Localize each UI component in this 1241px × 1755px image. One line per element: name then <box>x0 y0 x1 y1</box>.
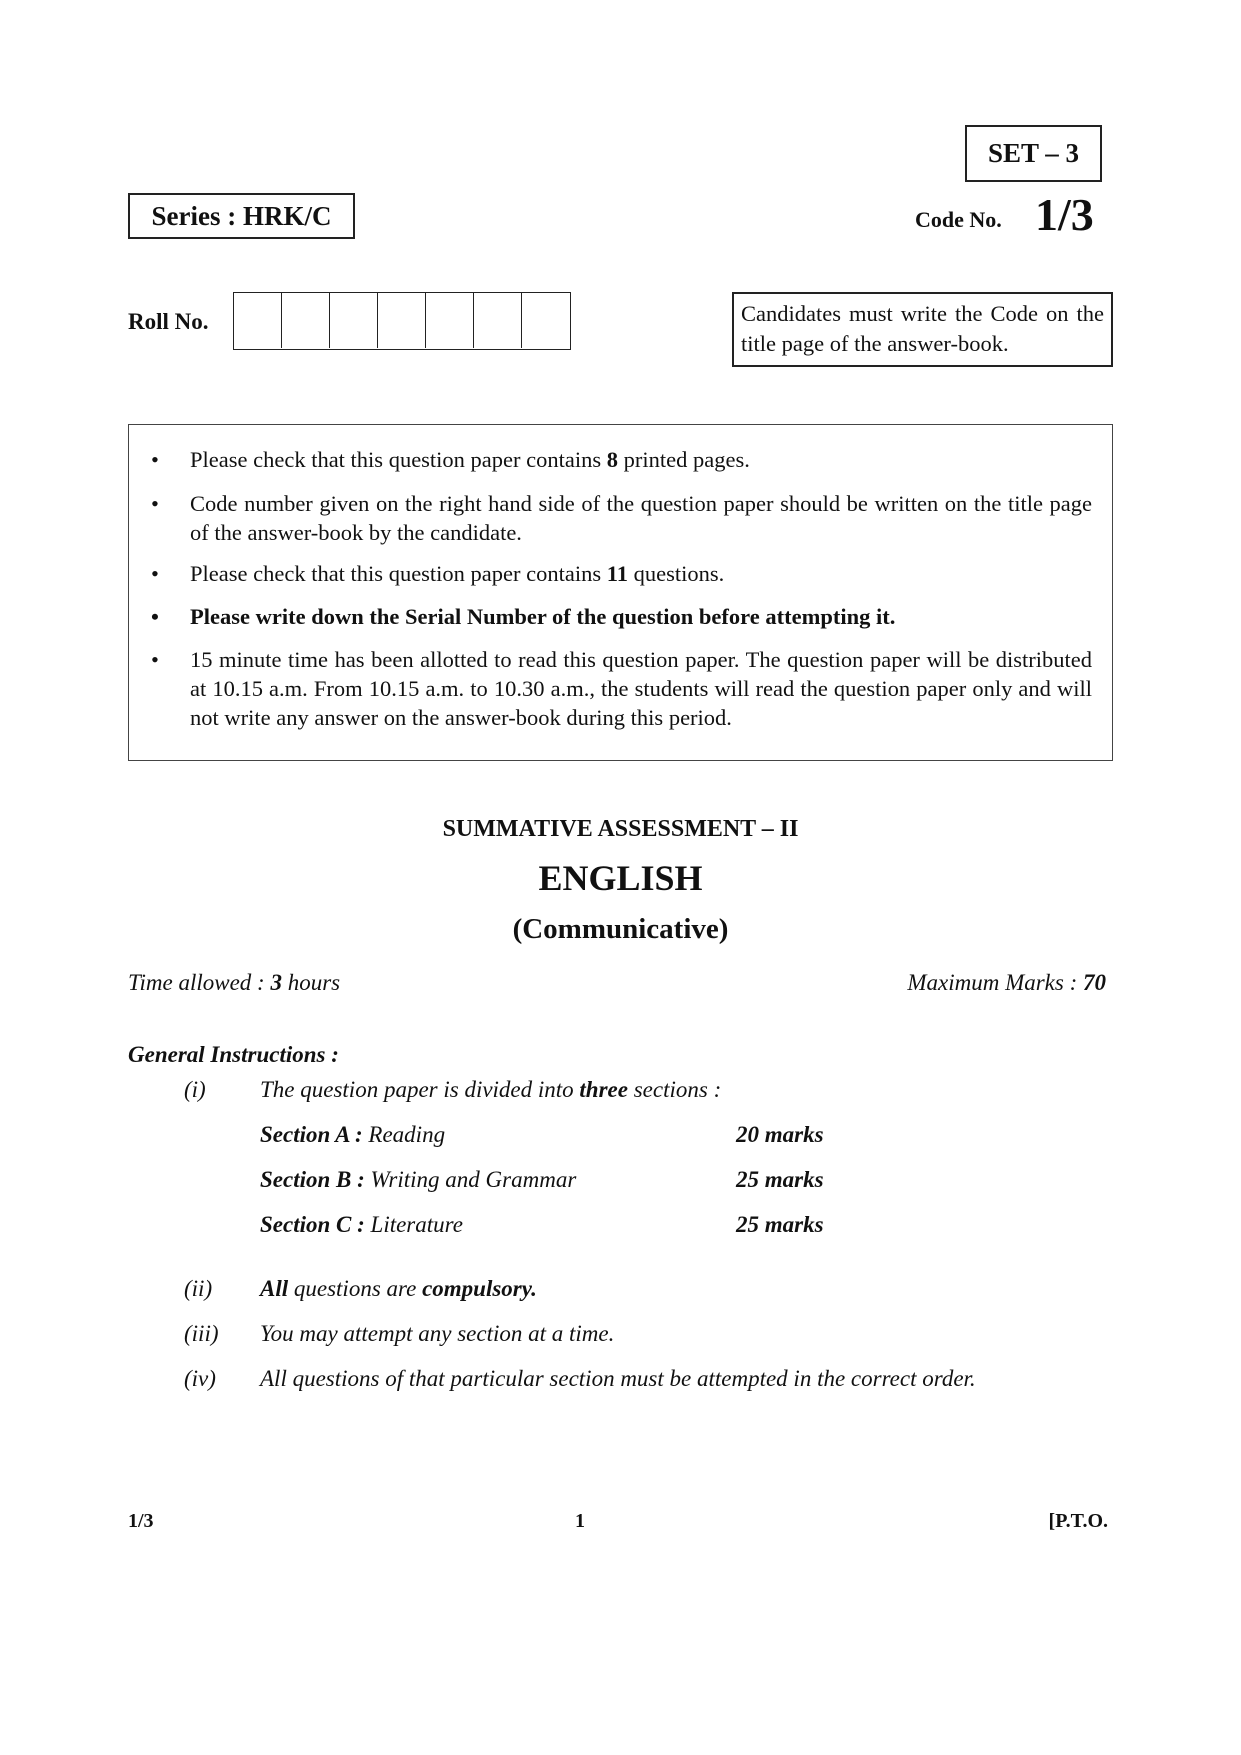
subject-title: ENGLISH <box>538 858 703 898</box>
instruction-text: The question paper is divided into three sections : <box>260 1077 722 1102</box>
roll-number-label: Roll No. <box>128 309 209 334</box>
section-c-marks: 25 marks <box>736 1212 824 1237</box>
section-b-label: Section B : Writing and Grammar <box>260 1167 577 1192</box>
section-a-label: Section A : Reading <box>260 1122 446 1147</box>
instruction-text: All questions of that particular section must be attempted in the correct order. <box>260 1366 976 1391</box>
maximum-marks: Maximum Marks : 70 <box>907 970 1106 995</box>
general-instructions-heading: General Instructions : <box>128 1042 339 1067</box>
please-turn-over: [P.T.O. <box>1048 1510 1108 1532</box>
roll-number-cell <box>234 293 282 348</box>
roll-number-cell <box>378 293 426 348</box>
time-allowed: Time allowed : 3 hours <box>128 970 341 995</box>
code-value: 1/3 <box>1035 189 1094 240</box>
instruction-text: You may attempt any section at a time. <box>260 1321 615 1346</box>
bullet-icon: • <box>151 491 159 516</box>
footer-code: 1/3 <box>128 1510 154 1532</box>
bullet-icon: • <box>151 647 159 672</box>
instructions-box <box>128 424 1113 761</box>
section-c-label: Section C : Literature <box>260 1212 463 1237</box>
bullet-icon: • <box>151 604 159 629</box>
instruction-text: All questions are compulsory. <box>260 1276 537 1301</box>
bullet-icon: • <box>151 561 159 586</box>
code-label: Code No. <box>915 207 1002 232</box>
instruction-number: (iv) <box>184 1366 216 1391</box>
instruction-item: 15 minute time has been allotted to read this question paper. The question paper will be distributed at 10.15 a.m. From 10.15 a.m. to 10.30 a.m., the students will read the question paper only and will not write any answer on the answer-book during this period. <box>190 647 1092 730</box>
candidates-note: Candidates must write the Code on the title page of the answer-book. <box>732 292 1113 367</box>
roll-number-cell <box>330 293 378 348</box>
roll-number-cell <box>282 293 330 348</box>
subject-subtitle: (Communicative) <box>512 913 729 945</box>
instruction-item: Please check that this question paper contains 11 questions. <box>190 561 725 586</box>
instruction-number: (i) <box>184 1077 206 1102</box>
instruction-number: (ii) <box>184 1276 213 1301</box>
instruction-item: Code number given on the right hand side of the question paper should be written on the title page of the answer-book by the candidate. <box>190 491 1092 545</box>
assessment-title: SUMMATIVE ASSESSMENT – II <box>442 816 799 842</box>
section-b-marks: 25 marks <box>736 1167 824 1192</box>
roll-number-cell <box>522 293 570 348</box>
bullet-icon: • <box>151 447 159 472</box>
page-number: 1 <box>575 1510 585 1532</box>
set-number-box: SET – 3 <box>965 125 1102 182</box>
instruction-item: Please write down the Serial Number of the question before attempting it. <box>190 604 896 629</box>
section-a-marks: 20 marks <box>736 1122 824 1147</box>
roll-number-cell <box>426 293 474 348</box>
roll-number-grid <box>233 292 571 350</box>
series-box: Series : HRK/C <box>128 193 355 239</box>
instruction-number: (iii) <box>184 1321 219 1346</box>
roll-number-cell <box>474 293 522 348</box>
instruction-item: Please check that this question paper contains 8 printed pages. <box>190 447 750 472</box>
